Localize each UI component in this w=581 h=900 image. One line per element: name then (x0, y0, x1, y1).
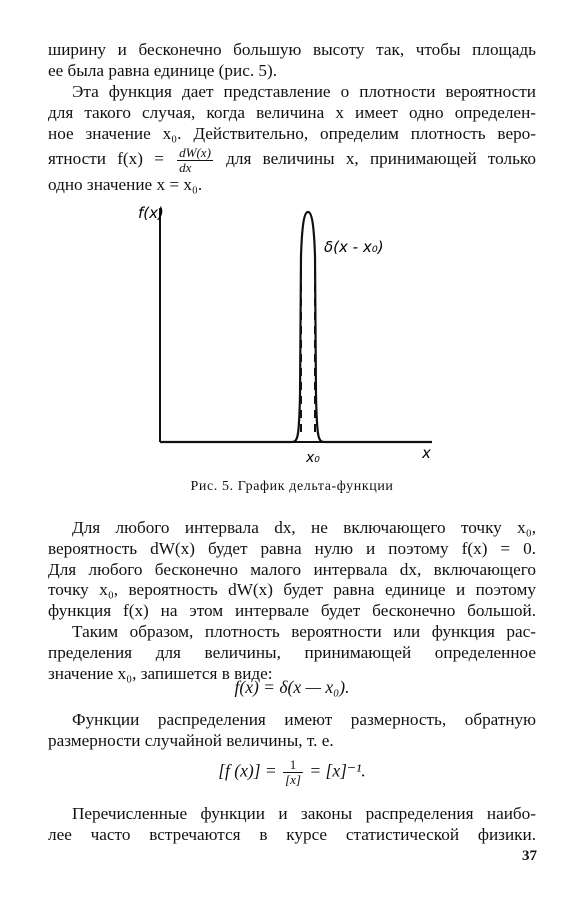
delta-function-figure (120, 196, 450, 471)
text-line: Таким образом, плотность вероятности или функция рас- (72, 622, 536, 641)
text-line: значение x₀, запишется в виде: (48, 663, 273, 683)
derivative-fraction (177, 146, 213, 175)
text-line: ширину и бесконечно большую высоту так, чтобы площадь (48, 40, 536, 59)
paragraph-continuation (48, 40, 536, 82)
paragraph-interval (48, 518, 536, 622)
text-line: ное значение x₀. Действительно, определим плотность веро- (48, 123, 536, 143)
text-line: Для любого интервала dx, не включающего точку x₀, (72, 518, 536, 537)
text-line: одно значение x = x₀. (48, 174, 203, 194)
page-number: 37 (522, 848, 537, 864)
text-fragment: для величины x, принимающей только (226, 149, 537, 169)
text-line: Эта функция дает представление о плотности вероятности (72, 82, 536, 101)
fraction-numerator: 1 (283, 758, 303, 773)
figure-caption: Рис. 5. График дельта-функции (190, 479, 394, 494)
formula-left: [f (x)] = (218, 760, 277, 781)
text-line: ее была равна единице (рис. 5). (48, 60, 278, 80)
text-line: Для любого бесконечно малого интервала dx, включающего (48, 559, 536, 579)
text-line: лее часто встречаются в курсе статистической физики. (48, 824, 536, 844)
text-line: точку x₀, вероятность dW(x) будет равна единице и поэтому (48, 580, 536, 600)
text-line: Функции распределения имеют размерность, обратную (72, 710, 536, 729)
x-axis-label: x (422, 444, 431, 462)
formula-dimension (48, 758, 536, 787)
fraction-numerator: dW(x) (179, 144, 211, 160)
text-line: размерности случайной величины, т. е. (48, 730, 334, 750)
y-axis-label: f(x) (138, 204, 164, 222)
text-line-with-fraction (48, 144, 536, 175)
formula-right: = [x]⁻¹. (309, 760, 366, 781)
text-line: для такого случая, когда величина x имеет одно определен- (48, 102, 536, 122)
text-line: функция f(x) на этом интервале будет бесконечно большой. (48, 601, 536, 621)
text-line: Перечисленные функции и законы распределения наибо- (72, 804, 536, 823)
peak-label: δ(x - x₀) (324, 238, 384, 256)
paragraph-final (48, 804, 536, 846)
paragraph-dimension (48, 710, 536, 752)
x0-tick-label: x₀ (306, 450, 320, 466)
fraction-denominator: dx (179, 159, 192, 175)
text-line: вероятность dW(x) будет равна нулю и поэтому f(x) = 0. (48, 538, 536, 558)
text-line: пределения для величины, принимающей определенное (48, 642, 536, 662)
fraction-denominator: [x] (285, 772, 301, 787)
formula-delta: f(x) = δ(x — x₀). (234, 677, 350, 697)
text-fragment: ятности f(x) = (48, 149, 164, 169)
formula-fraction (283, 758, 303, 787)
paragraph-delta-intro (48, 82, 536, 196)
delta-peak-curve (160, 212, 432, 442)
